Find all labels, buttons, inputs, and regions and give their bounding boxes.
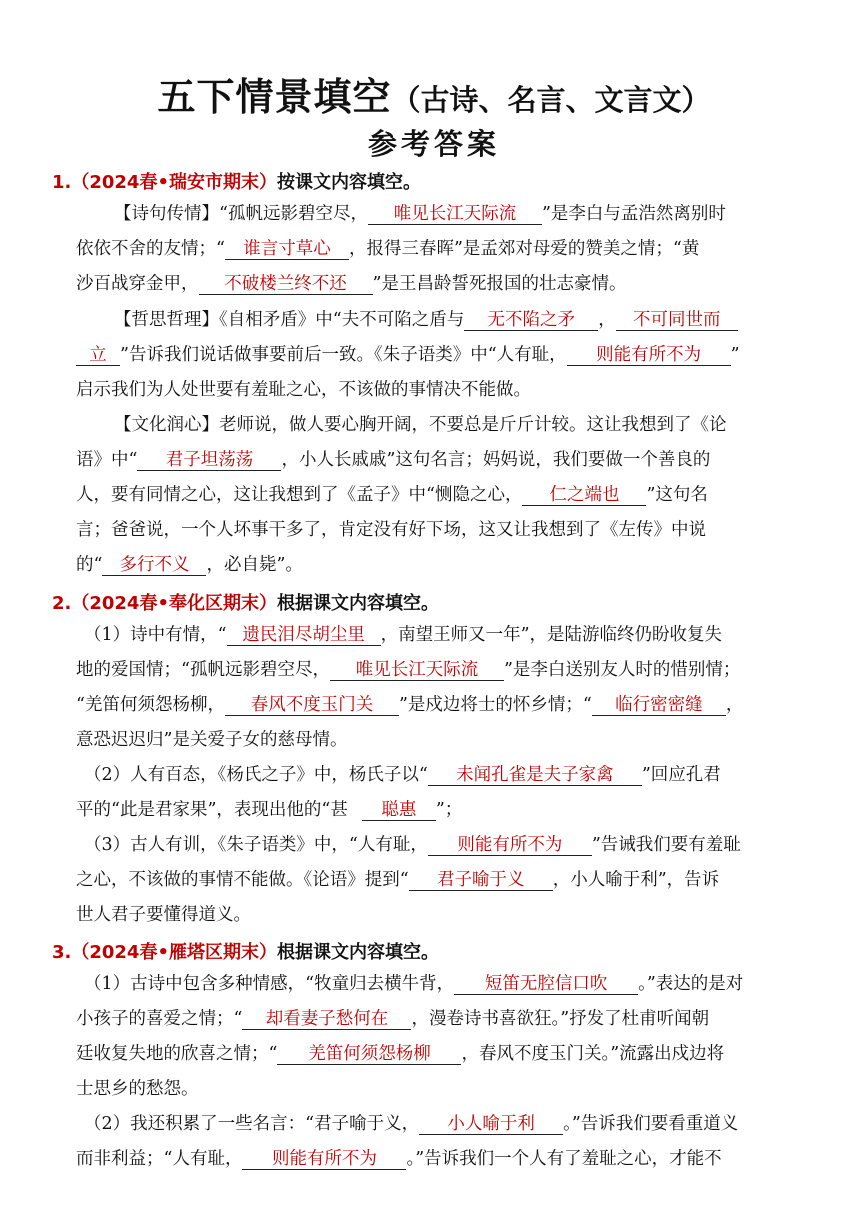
answer-blank: 却看妻子愁何在 (242, 1009, 411, 1030)
answer-blank: 短笛无腔信口吹 (454, 974, 638, 995)
document-title (0, 66, 868, 121)
answer-blank: 唯见长江天际流 (368, 204, 542, 225)
question-1-instruction: 按课文内容填空。 (276, 172, 421, 193)
title-sub: （古诗、名言、文言文） (391, 83, 711, 117)
text-line: 地的爱国情；“孤帆远影碧空尽， 唯见长江天际流 ”是李白送别友人时的惜别情； (76, 660, 741, 680)
answer-blank: 未闻孔雀是夫子家禽 (428, 765, 642, 786)
answer-blank: 无不陷之矛 (464, 310, 598, 331)
text-line: 的“ 多行不义 ，必自毙”。 (76, 555, 303, 575)
question-2-source: 2.（2024春•奉化区期末） (52, 593, 277, 614)
text-line: 依依不舍的友情；“ 谁言寸草心 ，报得三春晖”是孟郊对母爱的赞美之情；“黄 (76, 239, 700, 259)
text-line: 小孩子的喜爱之情；“ 却看妻子愁何在 ，漫卷诗书喜欲狂。”抒发了杜甫听闻朝 (76, 1009, 710, 1029)
question-1-heading (52, 168, 421, 194)
answer-blank: 君子喻于义 (409, 870, 553, 891)
text-line: 而非利益；“人有耻， 则能有所不为 。”告诉我们一个人有了羞耻之心，才能不 (76, 1149, 722, 1169)
text-line: 言；爸爸说，一个人坏事干多了，肯定没有好下场，这又让我想到了《左传》中说 (76, 520, 706, 540)
question-1-source: 1.（2024春•瑞安市期末） (52, 172, 277, 193)
answer-blank: 遗民泪尽胡尘里 (227, 625, 381, 646)
answer-blank: 则能有所不为 (428, 835, 592, 856)
answer-blank: 不破楼兰终不还 (199, 274, 373, 295)
answer-blank: 谁言寸草心 (225, 239, 349, 260)
question-3-instruction: 根据课文内容填空。 (276, 942, 439, 963)
answer-blank: 多行不义 (102, 555, 206, 576)
text-line: 世人君子要懂得道义。 (76, 905, 251, 925)
text-line: 【诗句传情】“孤帆远影碧空尽， 唯见长江天际流 ”是李白与孟浩然离别时 (114, 204, 726, 224)
question-2-instruction: 根据课文内容填空。 (276, 593, 439, 614)
answer-blank: 则能有所不为 (567, 345, 731, 366)
answer-blank: 羌笛何须怨杨柳 (277, 1044, 461, 1065)
question-3-heading (52, 938, 439, 964)
title-main: 五下情景填空 (157, 75, 392, 119)
text-line: 意恐迟迟归”是关爱子女的慈母情。 (76, 730, 348, 750)
text-line: 人，要有同情之心，这让我想到了《孟子》中“恻隐之心， 仁之端也 ”这句名 (76, 485, 708, 505)
question-2-heading (52, 589, 439, 615)
text-line: 廷收复失地的欣喜之情；“ 羌笛何须怨杨柳 ，春风不度玉门关。”流露出戍边将 (76, 1044, 725, 1064)
text-line: 士思乡的愁怨。 (76, 1079, 199, 1099)
answer-blank: 则能有所不为 (242, 1149, 406, 1170)
answer-blank: 立 (76, 345, 120, 366)
text-line: 立 ”告诉我们说话做事要前后一致。《朱子语类》中“人有耻， 则能有所不为 ” (76, 344, 740, 366)
text-line: 【哲思哲理】《自相矛盾》中“夫不可陷之盾与 无不陷之矛 ， 不可同世而 (114, 309, 738, 331)
answer-blank: 仁之端也 (522, 485, 646, 506)
answer-blank: 临行密密缝 (592, 695, 726, 716)
text-line: （2）我还积累了一些名言：“君子喻于义， 小人喻于利 。”告诉我们要看重道义 (84, 1114, 739, 1134)
answer-blank: 小人喻于利 (419, 1114, 563, 1135)
answer-blank: 君子坦荡荡 (137, 450, 281, 471)
document-subtitle: 参考答案 (367, 127, 500, 161)
text-line: 【文化润心】老师说，做人要心胸开阔，不要总是斤斤计较。这让我想到了《论 (114, 415, 727, 435)
text-line: 之心，不该做的事情不能做。《论语》提到“ 君子喻于义 ，小人喻于利”，告诉 (76, 870, 720, 890)
text-line: 平的“此是君家果”，表现出他的“甚 聪惠 ”； (76, 800, 463, 820)
answer-blank: 春风不度玉门关 (225, 695, 399, 716)
text-line: “羌笛何须怨杨柳， 春风不度玉门关 ”是戍边将士的怀乡情；“ 临行密密缝 ， (76, 695, 744, 715)
answer-blank: 唯见长江天际流 (330, 660, 504, 681)
text-line: 语》中“ 君子坦荡荡 ，小人长戚戚”这句名言；妈妈说，我们要做一个善良的 (76, 450, 711, 470)
answer-blank: 聪惠 (362, 800, 436, 821)
answer-blank: 不可同世而 (616, 310, 738, 331)
text-line: （1）诗中有情，“ 遗民泪尽胡尘里 ，南望王师又一年”，是陆游临终仍盼收复失 (84, 625, 723, 645)
text-line: 启示我们为人处世要有羞耻之心，不该做的事情决不能做。 (76, 380, 531, 400)
text-line: 沙百战穿金甲， 不破楼兰终不还 ”是王昌龄誓死报国的壮志豪情。 (76, 274, 627, 294)
text-line: （3）古人有训，《朱子语类》中，“人有耻， 则能有所不为 ”告诫我们要有羞耻 (84, 835, 741, 855)
question-3-source: 3.（2024春•雁塔区期末） (52, 942, 277, 963)
text-line: （2）人有百态，《杨氏之子》中，杨氏子以“ 未闻孔雀是夫子家禽 ”回应孔君 (84, 765, 721, 785)
text-line: （1）古诗中包含多种情感，“牧童归去横牛背， 短笛无腔信口吹 。”表达的是对 (84, 974, 744, 994)
